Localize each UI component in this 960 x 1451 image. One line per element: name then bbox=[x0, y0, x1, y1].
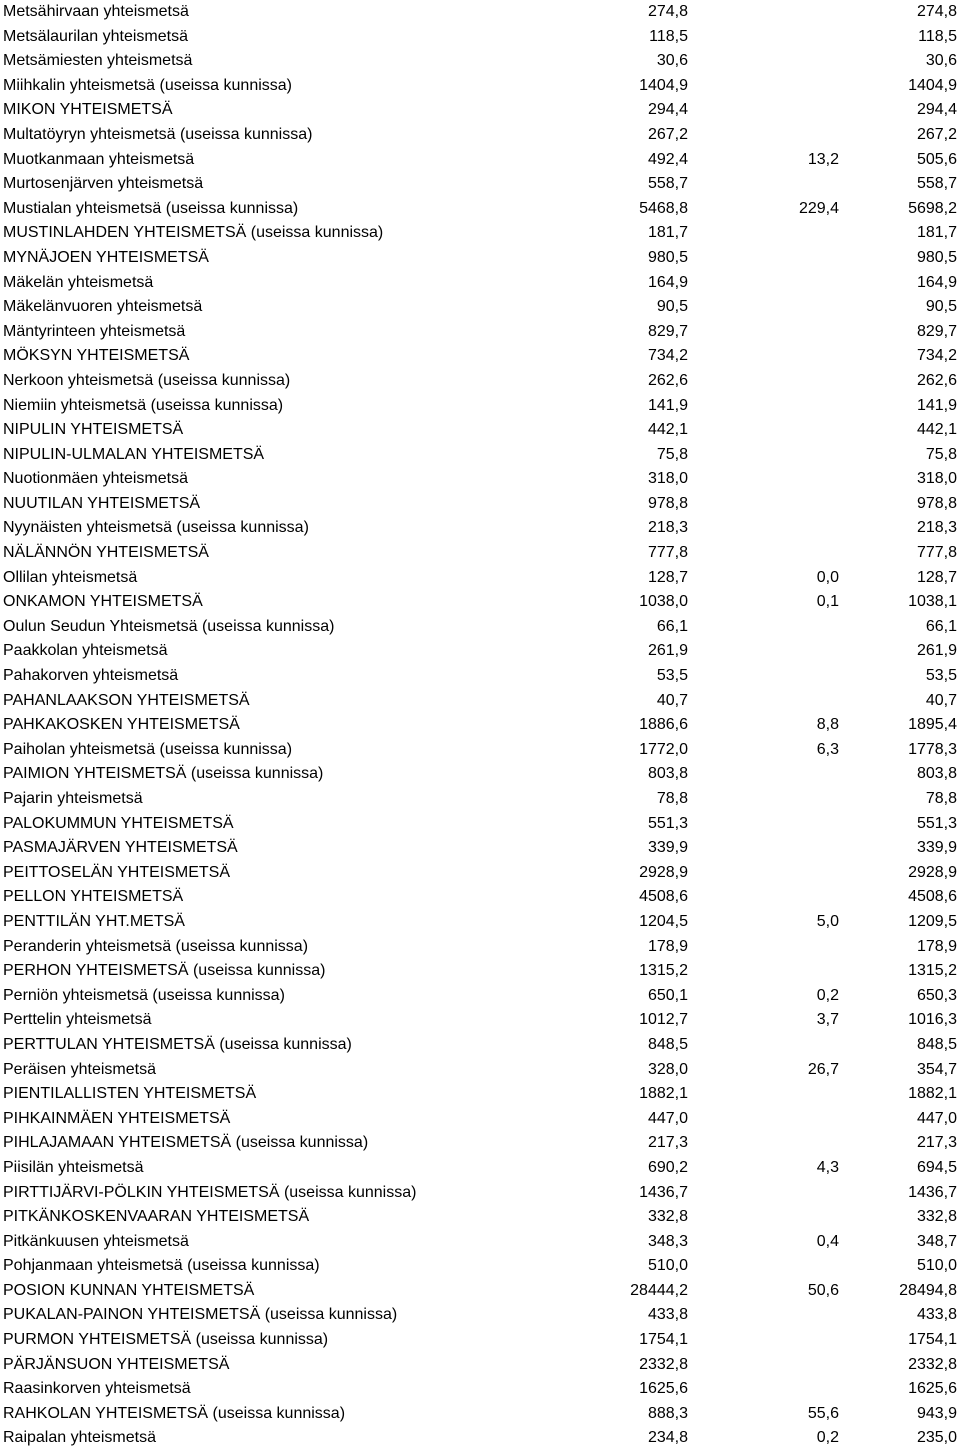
value-cell-1: 1625,6 bbox=[639, 1380, 688, 1398]
value-cell-1: 980,5 bbox=[647, 248, 688, 266]
forest-name-cell: PELLON YHTEISMETSÄ bbox=[3, 888, 184, 906]
table-row bbox=[0, 566, 960, 591]
value-cell-1: 558,7 bbox=[647, 175, 688, 193]
forest-name-cell: Metsälaurilan yhteismetsä bbox=[3, 27, 188, 45]
value-cell-total: 1209,5 bbox=[908, 912, 957, 930]
forest-name-cell: PEITTOSELÄN YHTEISMETSÄ bbox=[3, 863, 231, 881]
forest-name-cell: MÖKSYN YHTEISMETSÄ bbox=[3, 347, 190, 365]
value-cell-2: 0,0 bbox=[816, 568, 839, 586]
value-cell-total: 348,7 bbox=[916, 1232, 957, 1250]
value-cell-1: 1436,7 bbox=[639, 1183, 688, 1201]
value-cell-1: 339,9 bbox=[647, 839, 688, 857]
forest-name-cell: Pajarin yhteismetsä bbox=[3, 790, 143, 807]
value-cell-1: 734,2 bbox=[647, 347, 688, 365]
table-row bbox=[0, 1082, 960, 1107]
value-cell-total: 318,0 bbox=[916, 470, 957, 488]
forest-name-cell: MIKON YHTEISMETSÄ bbox=[3, 101, 173, 119]
value-cell-1: 218,3 bbox=[647, 519, 688, 537]
forest-name-cell: Muotkanmaan yhteismetsä bbox=[3, 150, 195, 168]
value-cell-total: 1038,1 bbox=[908, 593, 957, 611]
value-cell-1: 650,1 bbox=[647, 986, 688, 1004]
forest-name-cell: Raasinkorven yhteismetsä bbox=[3, 1380, 191, 1398]
value-cell-2: 229,4 bbox=[798, 199, 839, 217]
table-row bbox=[0, 246, 960, 271]
forest-name-cell: Peranderin yhteismetsä (useissa kunnissa) bbox=[3, 937, 309, 955]
value-cell-total: 558,7 bbox=[916, 175, 957, 193]
forest-name-cell: MUSTINLAHDEN YHTEISMETSÄ (useissa kunnissa) bbox=[3, 224, 384, 242]
table-row bbox=[0, 935, 960, 960]
value-cell-1: 978,8 bbox=[647, 494, 688, 512]
table-row bbox=[0, 271, 960, 296]
value-cell-1: 433,8 bbox=[647, 1306, 688, 1324]
table-row bbox=[0, 812, 960, 837]
value-cell-1: 1882,1 bbox=[639, 1085, 688, 1103]
forest-name-cell: Murtosenjärven yhteismetsä bbox=[3, 175, 204, 193]
value-cell-total: 141,9 bbox=[916, 396, 957, 414]
value-cell-1: 141,9 bbox=[647, 396, 688, 414]
table-row bbox=[0, 713, 960, 738]
value-cell-total: 2928,9 bbox=[908, 863, 957, 881]
table-row bbox=[0, 762, 960, 787]
table-row bbox=[0, 590, 960, 615]
forest-name-cell: Ollilan yhteismetsä bbox=[3, 568, 138, 586]
forest-name-cell: NÄLÄNNÖN YHTEISMETSÄ bbox=[3, 544, 209, 562]
value-cell-total: 1436,7 bbox=[908, 1183, 957, 1201]
value-cell-total: 505,6 bbox=[916, 150, 957, 168]
table-row bbox=[0, 910, 960, 935]
table-row bbox=[0, 738, 960, 763]
table-row bbox=[0, 369, 960, 394]
forest-name-cell: PALOKUMMUN YHTEISMETSÄ bbox=[3, 814, 234, 832]
table-row bbox=[0, 639, 960, 664]
table-row bbox=[0, 74, 960, 99]
table-row bbox=[0, 344, 960, 369]
forest-name-cell: ONKAMON YHTEISMETSÄ bbox=[3, 593, 203, 611]
table-row bbox=[0, 861, 960, 886]
value-cell-1: 318,0 bbox=[647, 470, 688, 488]
value-cell-1: 2928,9 bbox=[639, 863, 688, 881]
value-cell-total: 1778,3 bbox=[908, 740, 957, 758]
value-cell-1: 551,3 bbox=[647, 814, 688, 832]
value-cell-1: 492,4 bbox=[647, 150, 688, 168]
table-row bbox=[0, 1205, 960, 1230]
table-row bbox=[0, 1033, 960, 1058]
forest-name-cell: PIENTILALLISTEN YHTEISMETSÄ bbox=[3, 1085, 257, 1103]
value-cell-1: 261,9 bbox=[647, 642, 688, 660]
table-row bbox=[0, 1230, 960, 1255]
value-cell-1: 848,5 bbox=[647, 1035, 688, 1053]
table-row bbox=[0, 1303, 960, 1328]
table-row bbox=[0, 615, 960, 640]
value-cell-1: 829,7 bbox=[647, 322, 688, 340]
value-cell-total: 339,9 bbox=[916, 839, 957, 857]
table-row bbox=[0, 467, 960, 492]
value-cell-total: 433,8 bbox=[916, 1306, 957, 1324]
value-cell-2: 50,6 bbox=[807, 1281, 839, 1299]
value-cell-total: 1882,1 bbox=[908, 1085, 957, 1103]
forest-name-cell: Nuotionmäen yhteismetsä bbox=[3, 470, 188, 488]
value-cell-1: 777,8 bbox=[647, 544, 688, 562]
value-cell-total: 551,3 bbox=[916, 814, 957, 832]
table-row bbox=[0, 320, 960, 345]
value-cell-1: 348,3 bbox=[647, 1232, 688, 1250]
value-cell-1: 888,3 bbox=[647, 1404, 688, 1422]
value-cell-total: 978,8 bbox=[916, 494, 957, 512]
value-cell-total: 75,8 bbox=[925, 445, 957, 463]
table-row bbox=[0, 1107, 960, 1132]
table-row bbox=[0, 1328, 960, 1353]
table-row bbox=[0, 1254, 960, 1279]
table-row bbox=[0, 664, 960, 689]
value-cell-total: 218,3 bbox=[916, 519, 957, 537]
forest-name-cell: POSION KUNNAN YHTEISMETSÄ bbox=[3, 1281, 255, 1299]
value-cell-total: 829,7 bbox=[916, 322, 957, 340]
forest-name-cell: Paakkolan yhteismetsä bbox=[3, 642, 168, 660]
value-cell-total: 442,1 bbox=[916, 421, 957, 439]
forest-name-cell: PAHANLAAKSON YHTEISMETSÄ bbox=[3, 691, 250, 709]
forest-name-cell: Mäntyrinteen yhteismetsä bbox=[3, 322, 186, 340]
value-cell-total: 1315,2 bbox=[908, 962, 957, 980]
value-cell-total: 30,6 bbox=[925, 52, 957, 70]
table-row bbox=[0, 1008, 960, 1033]
table-row bbox=[0, 984, 960, 1009]
value-cell-total: 447,0 bbox=[916, 1109, 957, 1127]
table-row bbox=[0, 148, 960, 173]
value-cell-1: 128,7 bbox=[647, 568, 688, 586]
value-cell-1: 267,2 bbox=[647, 125, 688, 143]
value-cell-total: 803,8 bbox=[916, 765, 957, 783]
value-cell-total: 332,8 bbox=[916, 1208, 957, 1226]
forest-name-cell: Pohjanmaan yhteismetsä (useissa kunnissa) bbox=[3, 1257, 320, 1275]
value-cell-2: 0,2 bbox=[816, 1429, 839, 1447]
value-cell-1: 447,0 bbox=[647, 1109, 688, 1127]
table-row bbox=[0, 1353, 960, 1378]
value-cell-1: 90,5 bbox=[656, 298, 688, 316]
forest-name-cell: Perniön yhteismetsä (useissa kunnissa) bbox=[3, 986, 285, 1004]
forest-name-cell: NIPULIN YHTEISMETSÄ bbox=[3, 421, 184, 439]
table-row bbox=[0, 885, 960, 910]
value-cell-total: 164,9 bbox=[916, 273, 957, 291]
forest-name-cell: Nerkoon yhteismetsä (useissa kunnissa) bbox=[3, 371, 291, 389]
value-cell-total: 40,7 bbox=[925, 691, 957, 709]
table-row bbox=[0, 541, 960, 566]
value-cell-2: 0,2 bbox=[816, 986, 839, 1004]
table-row bbox=[0, 492, 960, 517]
value-cell-total: 118,5 bbox=[918, 27, 957, 45]
table-row bbox=[0, 98, 960, 123]
forest-name-cell: PITKÄNKOSKENVAARAN YHTEISMETSÄ bbox=[3, 1208, 310, 1226]
value-cell-2: 6,3 bbox=[816, 740, 839, 758]
value-cell-2: 0,1 bbox=[816, 593, 839, 611]
value-cell-1: 178,9 bbox=[647, 937, 688, 955]
value-cell-total: 510,0 bbox=[916, 1257, 957, 1275]
forest-name-cell: Paiholan yhteismetsä (useissa kunnissa) bbox=[3, 740, 293, 758]
forest-name-cell: Raipalan yhteismetsä bbox=[3, 1429, 156, 1447]
value-cell-1: 53,5 bbox=[656, 667, 688, 685]
value-cell-1: 217,3 bbox=[647, 1134, 688, 1152]
value-cell-1: 5468,8 bbox=[639, 199, 688, 217]
value-cell-1: 332,8 bbox=[647, 1208, 688, 1226]
value-cell-total: 777,8 bbox=[916, 544, 957, 562]
value-cell-total: 53,5 bbox=[925, 667, 957, 685]
forest-name-cell: Mäkelänvuoren yhteismetsä bbox=[3, 298, 203, 316]
value-cell-1: 30,6 bbox=[656, 52, 688, 70]
value-cell-2: 0,4 bbox=[816, 1232, 839, 1250]
value-cell-1: 2332,8 bbox=[639, 1355, 688, 1373]
forest-name-cell: Mustialan yhteismetsä (useissa kunnissa) bbox=[3, 199, 299, 217]
forest-name-cell: PAHKAKOSKEN YHTEISMETSÄ bbox=[3, 716, 240, 734]
value-cell-1: 1038,0 bbox=[639, 593, 688, 611]
value-cell-2: 4,3 bbox=[816, 1158, 839, 1176]
value-cell-1: 803,8 bbox=[647, 765, 688, 783]
table-row bbox=[0, 0, 960, 25]
forest-name-cell: PERHON YHTEISMETSÄ (useissa kunnissa) bbox=[3, 962, 326, 980]
table-row bbox=[0, 1156, 960, 1181]
value-cell-total: 267,2 bbox=[916, 125, 957, 143]
forest-name-cell: Miihkalin yhteismetsä (useissa kunnissa) bbox=[3, 76, 292, 94]
value-cell-total: 1895,4 bbox=[908, 716, 957, 734]
table-row bbox=[0, 1058, 960, 1083]
table-row bbox=[0, 49, 960, 74]
value-cell-1: 1012,7 bbox=[639, 1011, 688, 1029]
value-cell-total: 2332,8 bbox=[908, 1355, 957, 1373]
value-cell-total: 1625,6 bbox=[908, 1380, 957, 1398]
value-cell-1: 78,8 bbox=[656, 790, 688, 807]
value-cell-1: 1886,6 bbox=[639, 716, 688, 734]
value-cell-1: 164,9 bbox=[647, 273, 688, 291]
value-cell-total: 66,1 bbox=[925, 617, 957, 635]
value-cell-1: 510,0 bbox=[647, 1257, 688, 1275]
table-row bbox=[0, 25, 960, 50]
value-cell-total: 848,5 bbox=[916, 1035, 957, 1053]
value-cell-1: 28444,2 bbox=[630, 1281, 688, 1299]
value-cell-total: 980,5 bbox=[916, 248, 957, 266]
forest-name-cell: NIPULIN-ULMALAN YHTEISMETSÄ bbox=[3, 445, 265, 463]
value-cell-1: 328,0 bbox=[647, 1060, 688, 1078]
value-cell-1: 690,2 bbox=[647, 1158, 688, 1176]
table-row bbox=[0, 295, 960, 320]
forest-name-cell: NUUTILAN YHTEISMETSÄ bbox=[3, 494, 201, 512]
value-cell-1: 234,8 bbox=[647, 1429, 688, 1447]
value-cell-1: 1754,1 bbox=[639, 1331, 688, 1349]
table-row bbox=[0, 123, 960, 148]
value-cell-total: 28494,8 bbox=[899, 1281, 957, 1299]
table-row bbox=[0, 689, 960, 714]
forest-name-cell: PAIMION YHTEISMETSÄ (useissa kunnissa) bbox=[3, 765, 324, 783]
value-cell-1: 1204,5 bbox=[639, 912, 688, 930]
table-row bbox=[0, 1402, 960, 1427]
value-cell-total: 5698,2 bbox=[908, 199, 957, 217]
value-cell-total: 178,9 bbox=[916, 937, 957, 955]
value-cell-total: 1404,9 bbox=[908, 76, 957, 94]
forest-name-cell: RAHKOLAN YHTEISMETSÄ (useissa kunnissa) bbox=[3, 1404, 346, 1422]
forest-name-cell: PERTTULAN YHTEISMETSÄ (useissa kunnissa) bbox=[3, 1035, 352, 1053]
value-cell-1: 75,8 bbox=[656, 445, 688, 463]
value-cell-1: 1772,0 bbox=[639, 740, 688, 758]
value-cell-2: 13,2 bbox=[807, 150, 839, 168]
forest-name-cell: Mäkelän yhteismetsä bbox=[3, 273, 154, 291]
value-cell-2: 5,0 bbox=[816, 912, 839, 930]
value-cell-total: 181,7 bbox=[916, 224, 957, 242]
value-cell-total: 261,9 bbox=[916, 642, 957, 660]
value-cell-1: 40,7 bbox=[656, 691, 688, 709]
value-cell-total: 217,3 bbox=[916, 1134, 957, 1152]
table-row bbox=[0, 1279, 960, 1304]
forest-name-cell: PUKALAN-PAINON YHTEISMETSÄ (useissa kunnissa) bbox=[3, 1306, 398, 1324]
forest-name-cell: Oulun Seudun Yhteismetsä (useissa kunnissa) bbox=[3, 617, 335, 635]
value-cell-total: 1016,3 bbox=[908, 1011, 957, 1029]
table-row bbox=[0, 1181, 960, 1206]
value-cell-2: 55,6 bbox=[807, 1404, 839, 1422]
value-cell-total: 354,7 bbox=[916, 1060, 957, 1078]
table-row bbox=[0, 787, 960, 812]
value-cell-total: 650,3 bbox=[916, 986, 957, 1004]
value-cell-1: 294,4 bbox=[647, 101, 688, 119]
value-cell-2: 26,7 bbox=[807, 1060, 839, 1078]
table-row bbox=[0, 197, 960, 222]
forest-name-cell: Metsämiesten yhteismetsä bbox=[3, 52, 193, 70]
value-cell-1: 442,1 bbox=[647, 421, 688, 439]
table-row bbox=[0, 1131, 960, 1156]
value-cell-total: 943,9 bbox=[916, 1404, 957, 1422]
value-cell-total: 294,4 bbox=[916, 101, 957, 119]
forest-name-cell: MYNÄJOEN YHTEISMETSÄ bbox=[3, 248, 209, 266]
table-row bbox=[0, 836, 960, 861]
table-row bbox=[0, 394, 960, 419]
forest-name-cell: PIHLAJAMAAN YHTEISMETSÄ (useissa kunnissa) bbox=[3, 1134, 369, 1152]
value-cell-1: 181,7 bbox=[647, 224, 688, 242]
value-cell-1: 262,6 bbox=[647, 371, 688, 389]
value-cell-total: 1754,1 bbox=[908, 1331, 957, 1349]
forest-name-cell: Pahakorven yhteismetsä bbox=[3, 667, 179, 685]
forest-name-cell: PENTTILÄN YHT.METSÄ bbox=[3, 912, 185, 930]
value-cell-total: 262,6 bbox=[916, 371, 957, 389]
value-cell-1: 1315,2 bbox=[639, 962, 688, 980]
table-row bbox=[0, 221, 960, 246]
forest-name-cell: PASMAJÄRVEN YHTEISMETSÄ bbox=[3, 839, 238, 857]
forest-name-cell: Peräisen yhteismetsä bbox=[3, 1060, 156, 1078]
forest-name-cell: Metsähirvaan yhteismetsä bbox=[3, 3, 189, 20]
value-cell-1: 4508,6 bbox=[639, 888, 688, 906]
value-cell-total: 694,5 bbox=[916, 1158, 957, 1176]
value-cell-total: 274,8 bbox=[916, 3, 957, 20]
value-cell-1: 66,1 bbox=[656, 617, 688, 635]
value-cell-total: 4508,6 bbox=[908, 888, 957, 906]
value-cell-1: 274,8 bbox=[647, 3, 688, 20]
forest-name-cell: Pitkänkuusen yhteismetsä bbox=[3, 1232, 189, 1250]
forest-name-cell: PURMON YHTEISMETSÄ (useissa kunnissa) bbox=[3, 1331, 329, 1349]
value-cell-total: 235,0 bbox=[916, 1429, 957, 1447]
forest-name-cell: Perttelin yhteismetsä bbox=[3, 1011, 152, 1029]
value-cell-total: 78,8 bbox=[925, 790, 957, 807]
value-cell-total: 128,7 bbox=[916, 568, 957, 586]
table-row bbox=[0, 172, 960, 197]
forest-name-cell: PIHKAINMÄEN YHTEISMETSÄ bbox=[3, 1109, 231, 1127]
table-row bbox=[0, 959, 960, 984]
forest-name-cell: Niemiin yhteismetsä (useissa kunnissa) bbox=[3, 396, 284, 414]
table-row bbox=[0, 516, 960, 541]
table-row bbox=[0, 1426, 960, 1451]
value-cell-total: 734,2 bbox=[916, 347, 957, 365]
forest-name-cell: Multatöyryn yhteismetsä (useissa kunnissa) bbox=[3, 125, 313, 143]
table-row bbox=[0, 418, 960, 443]
value-cell-2: 8,8 bbox=[816, 716, 839, 734]
table-row bbox=[0, 1377, 960, 1402]
value-cell-2: 3,7 bbox=[816, 1011, 839, 1029]
value-cell-1: 118,5 bbox=[649, 27, 688, 45]
forest-name-cell: PÄRJÄNSUON YHTEISMETSÄ bbox=[3, 1355, 230, 1373]
value-cell-1: 1404,9 bbox=[639, 76, 688, 94]
forest-name-cell: Piisilän yhteismetsä bbox=[3, 1158, 144, 1176]
table-row bbox=[0, 443, 960, 468]
value-cell-total: 90,5 bbox=[925, 298, 957, 316]
forest-name-cell: Nyynäisten yhteismetsä (useissa kunnissa) bbox=[3, 519, 309, 537]
forest-name-cell: PIRTTIJÄRVI-PÖLKIN YHTEISMETSÄ (useissa kunnissa) bbox=[3, 1183, 417, 1201]
